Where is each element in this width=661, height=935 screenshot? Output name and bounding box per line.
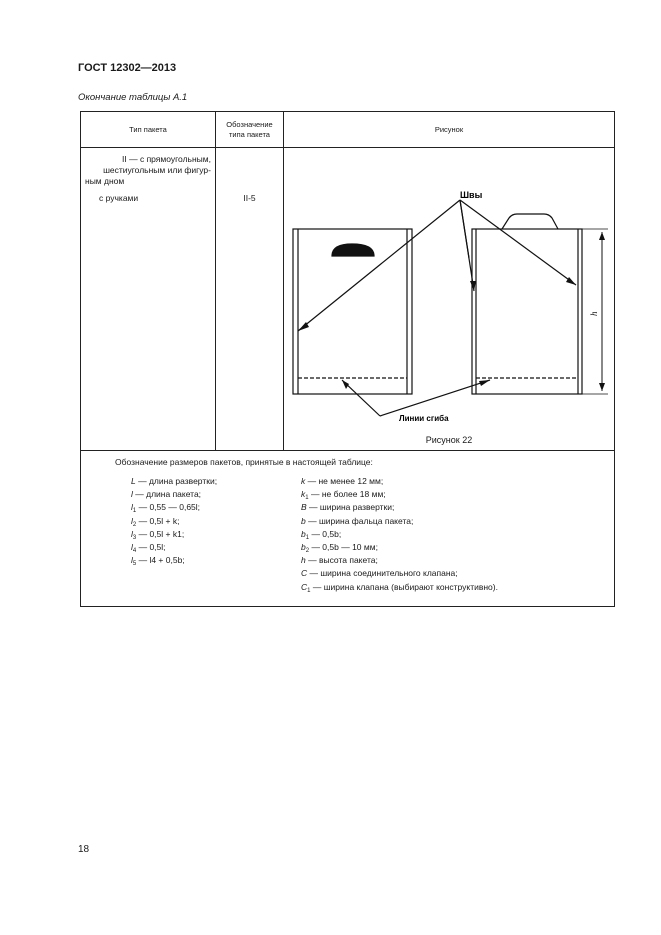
figure-cell (284, 148, 615, 451)
notes-symbol: l (131, 515, 133, 526)
notes-right-column (301, 475, 498, 594)
bag-types-table (80, 111, 615, 607)
notes-subscript: 1 (305, 495, 309, 502)
notes-item (131, 528, 301, 541)
table-header-row (81, 112, 615, 148)
notes-text: — 0,5l + k; (136, 515, 180, 526)
notes-cell (81, 451, 615, 607)
notes-text: — длина пакета; (132, 489, 202, 500)
notes-text: — 0,5b; (309, 528, 342, 539)
notes-text: — ширина фальца пакета; (305, 515, 414, 526)
notes-text: — не более 18 мм; (308, 489, 386, 500)
notes-subscript: 2 (132, 521, 137, 528)
notes-symbol: l (131, 555, 133, 566)
bag-type-line3: ным дном (85, 176, 125, 186)
fold-lines-label: Линии сгиба (399, 414, 449, 423)
designation-cell: II-5 (216, 148, 284, 451)
notes-item (301, 528, 498, 541)
document-code: ГОСТ 12302—2013 (78, 62, 177, 74)
notes-symbol: L (131, 476, 136, 486)
notes-subscript: 4 (132, 548, 137, 555)
notes-subscript: 5 (132, 561, 137, 568)
notes-symbol: B (301, 502, 307, 513)
header-designation (216, 112, 284, 148)
notes-text: — 0,5b — 10 мм; (309, 542, 378, 553)
notes-item (301, 554, 498, 567)
notes-item (301, 515, 498, 528)
notes-symbol: k (301, 476, 306, 486)
notes-text: — 0,5l; (136, 542, 166, 553)
left-bag-handle-hole (332, 244, 374, 256)
notes-left-column (81, 475, 301, 594)
seams-label: Швы (460, 190, 483, 200)
notes-symbol: C (301, 568, 308, 579)
bag-type-extra: с ручками (99, 193, 139, 203)
notes-symbol: h (301, 555, 306, 566)
header-designation-line1: Обозначение (226, 119, 273, 129)
table-caption: Окончание таблицы А.1 (78, 92, 188, 103)
figure-caption: Рисунок 22 (425, 435, 473, 445)
notes-item (301, 501, 498, 514)
notes-subscript: 1 (132, 508, 137, 515)
notes-item (301, 475, 498, 488)
notes-item (301, 581, 498, 594)
notes-item (131, 501, 301, 514)
height-label: h (589, 311, 599, 316)
notes-text: — ширина соединительного клапана; (307, 568, 458, 579)
table-row (81, 148, 615, 451)
notes-text: — ширина клапана (выбирают конструктивно). (310, 581, 498, 592)
notes-text: — не менее 12 мм; (305, 476, 384, 486)
notes-symbol: k (301, 489, 306, 500)
right-bag-handle (502, 214, 558, 229)
bag-drawing (284, 148, 615, 450)
notes-symbol: l (131, 528, 133, 539)
notes-title: Обозначение размеров пакетов, принятые в настоящей таблице: (115, 457, 373, 467)
notes-subscript: 2 (305, 548, 310, 555)
notes-symbol: C (301, 581, 308, 592)
notes-symbol: b (301, 528, 306, 539)
notes-item (131, 541, 301, 554)
notes-text: — ширина развертки; (306, 502, 395, 513)
header-designation-line2: типа пакета (229, 129, 270, 139)
page-number: 18 (78, 844, 90, 855)
header-figure: Рисунок (284, 112, 615, 148)
notes-row (81, 451, 615, 607)
notes-item (131, 475, 301, 488)
notes-subscript: 3 (132, 534, 137, 541)
notes-item (301, 567, 498, 580)
notes-symbol: b (301, 515, 306, 526)
bag-type-line2: шестиугольным или фигур- (103, 165, 211, 175)
notes-text: — 0,5l + k1; (136, 528, 185, 539)
notes-item (131, 488, 301, 501)
right-bag-outline (472, 229, 582, 394)
bag-type-line1: II — с прямоугольным, (122, 154, 211, 164)
header-bag-type: Тип пакета (81, 112, 216, 148)
notes-item (131, 554, 301, 567)
notes-item (301, 541, 498, 554)
notes-item (131, 515, 301, 528)
notes-symbol: l (131, 542, 133, 553)
bag-type-cell (81, 148, 216, 451)
notes-text: — высота пакета; (305, 555, 378, 566)
notes-subscript: 1 (307, 587, 311, 594)
notes-text: — длина развертки; (135, 476, 218, 486)
notes-symbol: l (131, 502, 133, 513)
notes-symbol: b (301, 542, 306, 553)
notes-symbol: l (131, 489, 133, 500)
notes-text: — l4 + 0,5b; (136, 555, 185, 566)
notes-item (301, 488, 498, 501)
notes-subscript: 1 (305, 534, 310, 541)
notes-text: — 0,55 — 0,65l; (136, 502, 201, 513)
